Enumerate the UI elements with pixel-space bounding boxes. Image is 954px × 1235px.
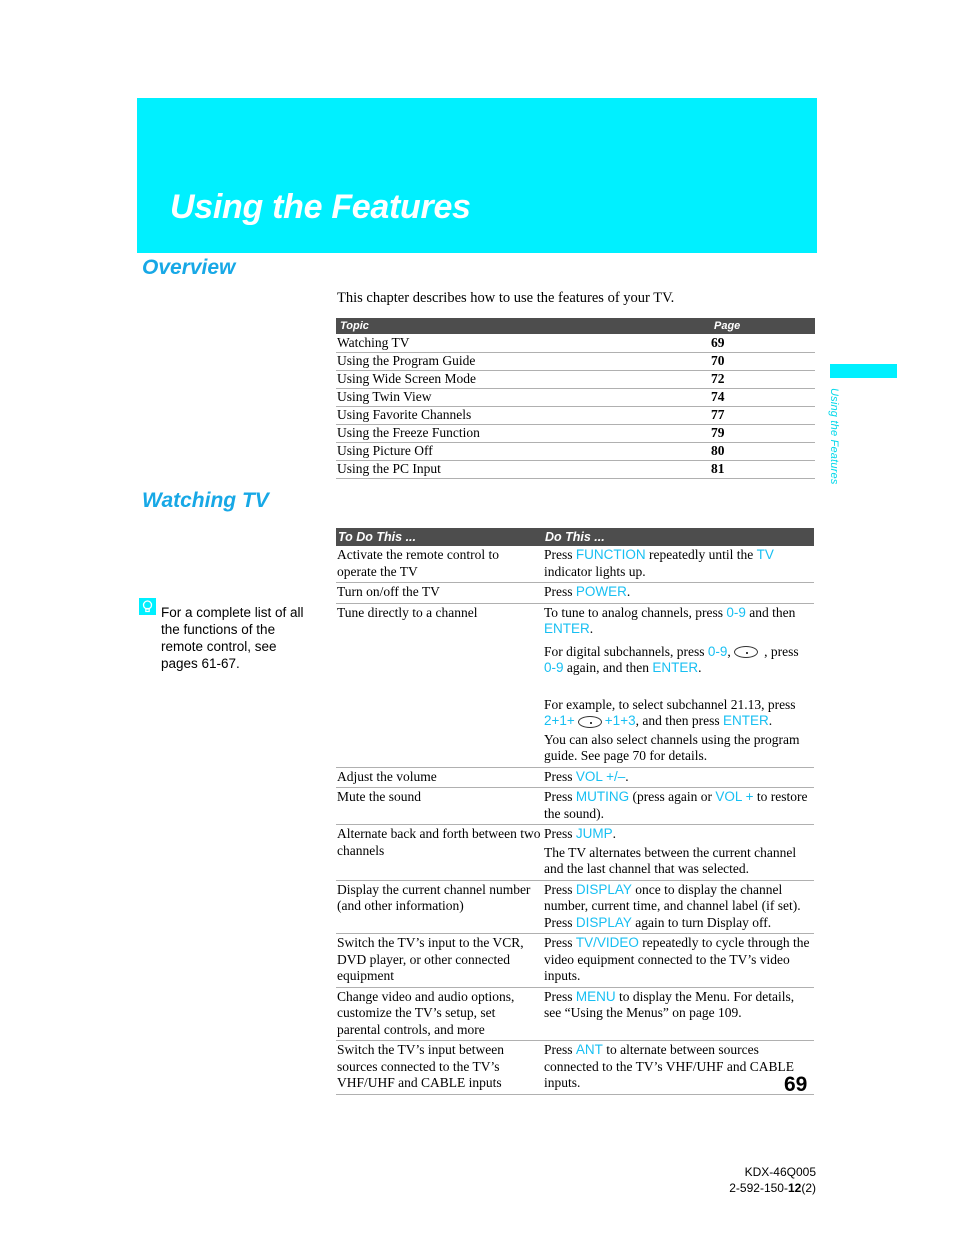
page-cell: 79: [710, 424, 815, 442]
topic-cell: Using the Freeze Function: [336, 424, 710, 442]
topics-header-row: [336, 318, 815, 334]
todo-cell: Mute the sound: [336, 788, 543, 825]
instruction-text: repeatedly until the: [645, 547, 757, 562]
topic-cell: Using Favorite Channels: [336, 406, 710, 424]
key-name: +1+3: [604, 713, 636, 728]
instruction-text: To tune to analog channels, press: [544, 604, 727, 620]
page-cell: 77: [710, 406, 815, 424]
instruction-text: to restore the sound).: [544, 789, 808, 821]
todo-cell: Display the current channel number (and other information): [336, 880, 543, 934]
chapter-banner: [137, 98, 817, 253]
instruction-paragraph: [544, 697, 813, 730]
key-name: 0-9: [707, 643, 728, 659]
instruction-text: .: [698, 660, 702, 675]
dothis-cell: [543, 934, 814, 988]
key-name: 2+1+: [544, 713, 575, 728]
page-cell: 70: [710, 352, 815, 370]
todo-cell: Switch the TV’s input to the VCR, DVD player, or other connected equipment: [336, 934, 543, 988]
dothis-cell: [543, 987, 814, 1041]
page-cell: 74: [710, 388, 815, 406]
instruction-text: (press again or: [629, 789, 716, 804]
todo-column-header: To Do This ...: [336, 528, 543, 546]
instruction-text: Press: [544, 1042, 576, 1057]
model-number: KDX-46Q005: [744, 1165, 816, 1179]
todo-cell: Adjust the volume: [336, 767, 543, 788]
dot-button-icon: [734, 646, 758, 658]
functions-header-row: [336, 528, 814, 546]
key-name: JUMP: [575, 826, 613, 841]
table-row: [336, 370, 815, 388]
dothis-cell: [543, 1041, 814, 1095]
table-row: [336, 987, 814, 1041]
dothis-cell: [543, 583, 814, 604]
instruction-text: Press: [544, 826, 576, 841]
table-row: [336, 825, 814, 881]
chapter-title: Using the Features: [170, 188, 471, 226]
todo-cell: Tune directly to a channel: [336, 603, 543, 767]
instruction-paragraph: [544, 826, 813, 843]
instruction-text: For example, to select subchannel 21.13, press: [544, 696, 796, 712]
topic-cell: Using Wide Screen Mode: [336, 370, 710, 388]
key-name: DISPLAY: [575, 881, 632, 897]
key-name: MENU: [575, 988, 616, 1004]
instruction-text: and then: [745, 604, 796, 620]
key-name: FUNCTION: [575, 547, 646, 562]
side-tab-marker: [830, 364, 897, 378]
instruction-text: Press: [544, 935, 576, 950]
table-row: [336, 546, 814, 583]
table-row: [336, 388, 815, 406]
table-row: [336, 334, 815, 352]
instruction-paragraph: [544, 644, 813, 677]
overview-heading: Overview: [142, 256, 236, 279]
dothis-cell: [543, 880, 814, 934]
instruction-text: .: [589, 621, 594, 636]
todo-cell: Turn on/off the TV: [336, 583, 543, 604]
instruction-text: again, and then: [563, 660, 653, 675]
key-name: ANT: [575, 1042, 603, 1057]
instruction-text: .: [612, 826, 617, 841]
code-revision: 12: [787, 1181, 802, 1195]
key-name: TV/VIDEO: [575, 935, 639, 950]
page-number: 69: [784, 1073, 808, 1096]
table-row: [336, 406, 815, 424]
footer-model-info: [729, 1164, 816, 1196]
instruction-text: Press: [544, 768, 576, 784]
instruction-text: Press: [544, 584, 576, 599]
instruction-text: .: [625, 768, 629, 784]
topic-cell: Using the PC Input: [336, 460, 710, 478]
table-row: [336, 1041, 814, 1095]
table-row: [336, 442, 815, 460]
key-name: ENTER: [722, 713, 769, 728]
instruction-text: , press: [760, 643, 799, 659]
instruction-text: repeatedly to cycle through the video equipment connected to the TV’s video inputs.: [544, 935, 810, 983]
code-prefix: 2-592-150-: [729, 1181, 788, 1195]
key-name: POWER: [575, 584, 627, 599]
key-name: VOL +: [715, 789, 754, 804]
dot-button-icon: [578, 716, 602, 728]
instruction-text: again to turn Display off.: [631, 914, 772, 930]
topic-cell: Using Twin View: [336, 388, 710, 406]
key-name: VOL +/–: [575, 768, 626, 784]
table-row: [336, 352, 815, 370]
key-name: TV: [756, 547, 774, 562]
watching-tv-heading: Watching TV: [142, 489, 269, 512]
topic-cell: Using Picture Off: [336, 442, 710, 460]
page-cell: 81: [710, 460, 815, 478]
instruction-text: ,: [727, 643, 731, 659]
page-column-header: Page: [710, 318, 815, 334]
table-row: [336, 460, 815, 478]
page-cell: 72: [710, 370, 815, 388]
table-row: [336, 934, 814, 988]
instruction-text: once to display the channel number, current time, and channel label (if set). Press: [544, 881, 801, 930]
table-row: [336, 583, 814, 604]
functions-table: [336, 528, 814, 1095]
instruction-text: to alternate between sources connected to the TV’s VHF/UHF and CABLE inputs.: [544, 1042, 794, 1090]
topic-cell: Using the Program Guide: [336, 352, 710, 370]
instruction-text: to display the Menu. For details, see “Using the Menus” on page 109.: [544, 988, 795, 1020]
todo-cell: Switch the TV’s input between sources connected to the TV’s VHF/UHF and CABLE inputs: [336, 1041, 543, 1095]
instruction-paragraph: [544, 605, 813, 638]
dothis-cell: [543, 767, 814, 788]
instruction-text: Press: [544, 789, 576, 804]
key-name: 0-9: [726, 604, 746, 620]
tip-lightbulb-icon: [139, 598, 156, 615]
table-row: [336, 880, 814, 934]
tip-note: For a complete list of all the functions of the remote control, see pages 61-67.: [161, 605, 304, 671]
table-row: [336, 603, 814, 767]
key-name: ENTER: [652, 660, 699, 675]
overview-intro: This chapter describes how to use the features of your TV.: [337, 290, 675, 306]
instruction-text: Press: [544, 881, 576, 897]
code-suffix: (2): [801, 1181, 816, 1195]
todo-cell: Activate the remote control to operate the TV: [336, 546, 543, 583]
instruction-text: , and then press: [635, 713, 723, 728]
instruction-paragraph: You can also select channels using the program guide. See page 70 for details.: [544, 731, 800, 763]
topic-cell: Watching TV: [336, 334, 710, 352]
key-name: DISPLAY: [575, 914, 632, 930]
table-row: [336, 767, 814, 788]
instruction-text: For digital subchannels, press: [544, 643, 708, 659]
document-code: [729, 1180, 816, 1196]
instruction-paragraph: The TV alternates between the current channel and the last channel that was selected.: [544, 844, 797, 876]
page-cell: 69: [710, 334, 815, 352]
todo-cell: Change video and audio options, customize the TV’s setup, set parental controls, and more: [336, 987, 543, 1041]
key-name: MUTING: [575, 789, 630, 804]
dothis-column-header: Do This ...: [543, 528, 814, 546]
instruction-text: .: [626, 584, 631, 599]
key-name: 0-9: [544, 660, 564, 675]
topics-table: [336, 318, 815, 479]
table-row: [336, 788, 814, 825]
instruction-text: Press: [544, 547, 576, 562]
topic-column-header: Topic: [336, 318, 710, 334]
instruction-text: Press: [544, 988, 576, 1004]
table-row: [336, 424, 815, 442]
instruction-text: indicator lights up.: [544, 563, 646, 579]
page-cell: 80: [710, 442, 815, 460]
instruction-text: .: [768, 713, 773, 728]
key-name: ENTER: [544, 621, 590, 636]
dothis-cell: [543, 788, 814, 825]
todo-cell: Alternate back and forth between two channels: [336, 825, 543, 881]
dothis-cell: [543, 546, 814, 583]
dothis-cell: [543, 825, 814, 881]
dothis-cell: [543, 603, 814, 767]
side-chapter-label: Using the Features: [828, 388, 840, 485]
